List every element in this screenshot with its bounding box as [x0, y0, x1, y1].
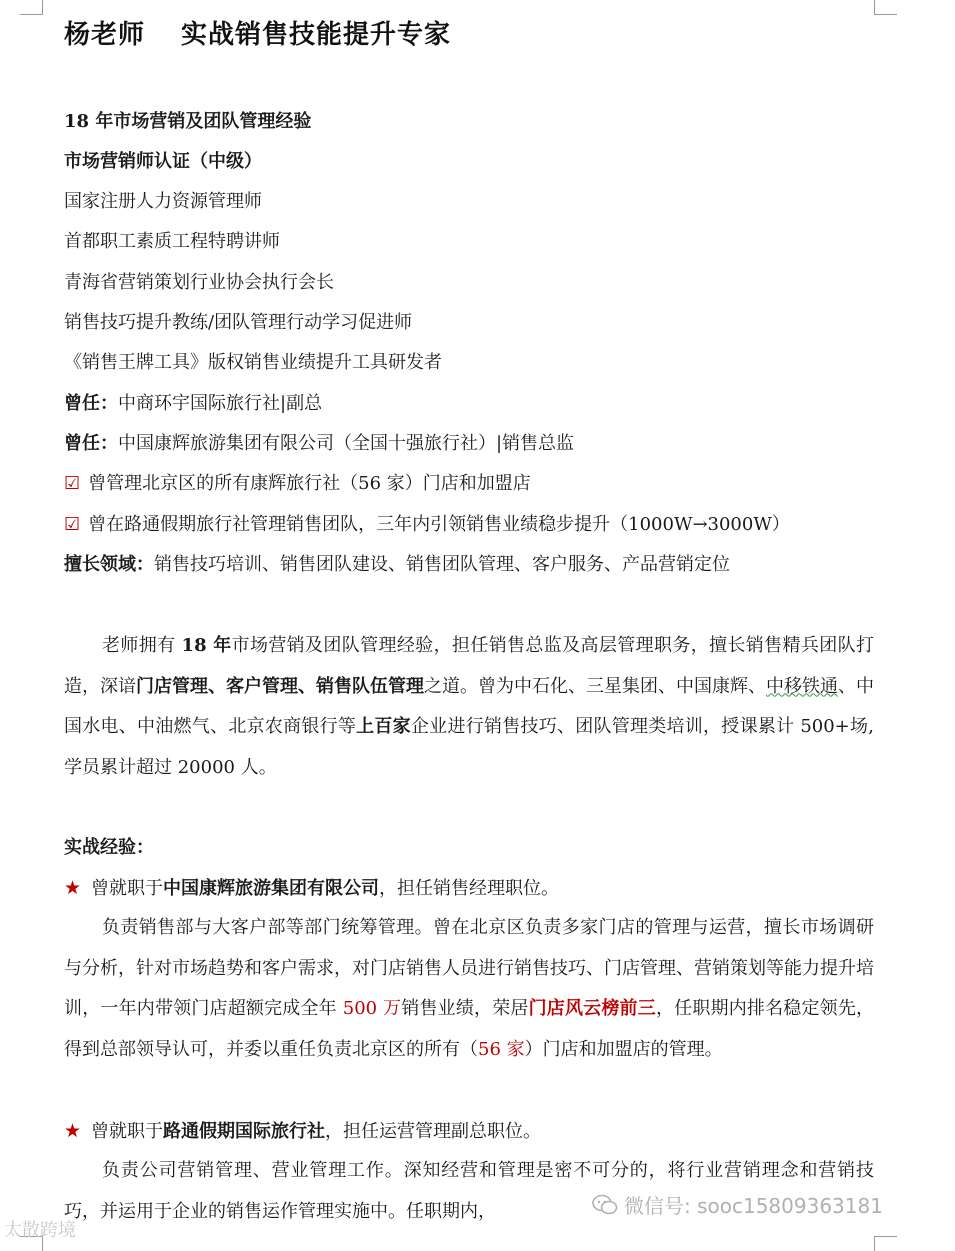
profile-line-certification: 市场营销师认证（中级） — [64, 151, 262, 172]
profile-line-tool: 《销售王牌工具》版权销售业绩提升工具研发者 — [64, 352, 442, 373]
expertise-label: 擅长领域： — [64, 554, 154, 575]
intro-paragraph — [64, 626, 874, 788]
intro-clients-bold: 上百家 — [356, 716, 411, 737]
job-text: ，担任销售经理职位。 — [379, 878, 560, 899]
expertise-text: 销售技巧培训、销售团队建设、销售团队管理、客户服务、产品营销定位 — [154, 554, 730, 575]
job-1-paragraph — [64, 908, 874, 1070]
achievement-text: 曾管理北京区的所有康辉旅行社（56 家）门店和加盟店 — [88, 473, 531, 494]
page-corner-mark-top-right — [874, 0, 897, 15]
achievement-1 — [64, 464, 531, 504]
job-1-sales-highlight: 500 万 — [342, 998, 402, 1019]
job-1-text: ，任职期内排名稳定领先，得到总部领导认可，并委以重任负责北京区的所有（ — [64, 998, 875, 1060]
intro-text: 企业进行销售技巧、团队管理类培训，授课累计 500+场, 学员累计超过 20000 人。 — [64, 716, 875, 778]
former-label: 曾任： — [64, 433, 118, 454]
profile-line-association: 青海省营销策划行业协会执行会长 — [64, 272, 334, 293]
job-1-title — [64, 868, 559, 909]
checkbox-checked-icon: ☑ — [64, 514, 81, 535]
watermark-left — [4, 1216, 76, 1242]
star-icon: ★ — [64, 1120, 82, 1142]
star-icon: ★ — [64, 877, 82, 899]
profile-line-lecturer: 首都职工素质工程特聘讲师 — [64, 231, 280, 252]
watermark-left-text: 太散跨境 — [4, 1220, 76, 1241]
job-2-paragraph: 负责公司营销管理、营业管理工作。深知经营和管理是密不可分的，将行业营销理念和营销技巧，并运用于企业的销售运作管理实施中。任职期内， — [64, 1160, 874, 1222]
wechat-icon — [592, 1194, 618, 1216]
profile-line-coach: 销售技巧提升教练/团队管理行动学习促进师 — [64, 312, 413, 333]
expertise-line — [64, 545, 730, 585]
former-position-text: 中商环宇国际旅行社|副总 — [118, 393, 323, 414]
job-1-ranking-highlight: 门店风云榜前三 — [528, 998, 656, 1019]
intro-text: 老师拥有 — [102, 635, 182, 656]
wechat-watermark — [592, 1190, 883, 1219]
intro-skills-bold: 门店管理、客户管理、销售队伍管理 — [136, 675, 424, 697]
page-corner-mark-top-left — [20, 0, 43, 15]
job-1-text: 销售业绩，荣居 — [401, 998, 529, 1019]
intro-text: 市场营销及团队管理经验，担任销售总监及高层管理职务，擅长销售精兵团队打造，深谙 — [64, 635, 874, 697]
job-text: ，担任运营管理副总职位。 — [325, 1121, 542, 1142]
intro-client-underlined: 中移铁通 — [766, 675, 838, 697]
intro-text: 之道。曾为中石化、三星集团、中国康辉、 — [424, 675, 766, 697]
former-position-2 — [64, 424, 574, 464]
achievement-text: 曾在路通假期旅行社管理销售团队，三年内引领销售业绩稳步提升（1000W→3000W） — [88, 514, 790, 535]
job-1-text: 负责销售部与大客户部等部门统筹管理。曾在北京区负责多家门店的管理与运营，擅长市场调研与分析，针对市场趋势和客户需求，对门店销售人员进行销售技巧、门店管理、营销策划等能力提升培训，一年内带领门店超额完成全年 — [64, 917, 874, 1019]
former-position-text: 中国康辉旅游集团有限公司（全国十强旅行社）|销售总监 — [118, 433, 575, 454]
former-label: 曾任： — [64, 393, 118, 414]
profile-line-experience: 18 年市场营销及团队管理经验 — [64, 111, 312, 132]
job-text: 曾就职于 — [91, 878, 164, 899]
achievement-2 — [64, 505, 790, 545]
intro-years-bold: 18 年 — [181, 635, 232, 656]
job-2-title — [64, 1111, 541, 1152]
intro-text: 、中国水电、中油燃气、北京农商银行等 — [64, 675, 874, 737]
experience-heading: 实战经验： — [64, 837, 154, 858]
checkbox-checked-icon: ☑ — [64, 473, 81, 494]
page-header — [64, 14, 451, 51]
teacher-title: 实战销售技能提升专家 — [181, 20, 452, 50]
profile-line-hr: 国家注册人力资源管理师 — [64, 191, 262, 212]
former-position-1 — [64, 384, 322, 424]
page-corner-mark-bottom-right — [874, 1236, 897, 1251]
job-1-stores-highlight: 56 家 — [478, 1038, 525, 1060]
wechat-watermark-text: 微信号: sooc15809363181 — [624, 1194, 883, 1218]
job-1-company: 中国康辉旅游集团有限公司 — [163, 878, 380, 899]
job-2-company: 路通假期国际旅行社 — [163, 1121, 326, 1142]
job-text: 曾就职于 — [91, 1121, 164, 1142]
teacher-name: 杨老师 — [64, 20, 146, 50]
job-1-text: ）门店和加盟店的管理。 — [524, 1038, 723, 1060]
